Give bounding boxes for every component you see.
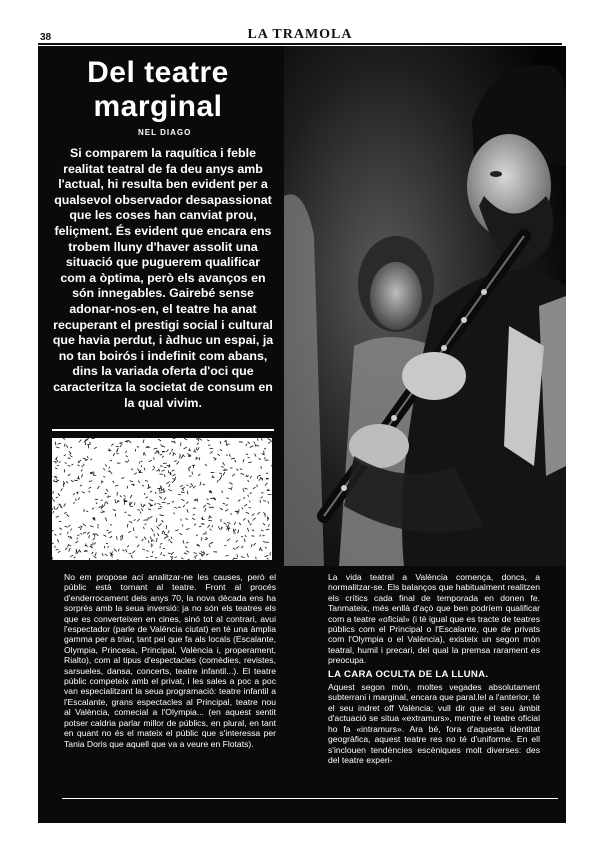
lead-paragraph: Si comparem la raquítica i feble realitat teatral de fa deu anys amb l'actual, hi resulta ben evident per a qualsevol observador desapassionat que les coses han canviat prou, feliçment. És evident que encara ens trobem lluny d'haver assolit una situació que puguerem qualificar com a òptima, però els avanços en són innegables. Gairebé sense adonar-nos-en, el teatre ha anat recuperant el prestigi social i cultural que havia perdut, i àdhuc un espai, ja no tan boirós i indefinit com abans, dins la variada oferta d'oci que caracteritza la societat de consum en la qual vivim. — [52, 146, 274, 410]
body-paragraph-1: No em propose ací analitzar-ne les causes, però el públic està tornant al teatre. Front al procés d'enderrocament dels anys 70, la nova dècada ens ha sorprès amb la seua inversió: ja no són els teatres els que es converteixen en cines, sinó tot al contrari, avui l'espectador (parle de València ciutat) en té una àmplia gamma per a triar, tant pel que fa als locals (Escalante, Olympia, Princesa, Principal, València i, properament, Rialto), com al tipus d'espectacles (comèdies, revistes, sarsueles, dansa, concerts, teatre infantil...). El teatre públic competeix amb el privat, i les sales a poc a poc van especialitzant la seua programació: teatre infantil a l'Escalante, grans espectacles al Principal, teatre nou al València, comecial a l'Olympia... (en aquest sentit potser caldria parlar millor de públics, en plural, en tant en quant no és el mateix el públic que s'interessa per Tania Doris que aquell que va a veure en Flotats). — [64, 572, 276, 749]
title-line-1: Del teatre — [87, 56, 229, 89]
article-title — [38, 56, 278, 124]
header-rule — [38, 43, 562, 45]
body-column-1 — [64, 572, 276, 749]
section-subhead: LA CARA OCULTA DE LA LLUNA. — [328, 668, 489, 680]
page-number: 38 — [40, 32, 52, 43]
confetti-pattern — [52, 438, 272, 560]
lead-rule-thick — [52, 429, 274, 431]
article-sheet — [38, 46, 566, 823]
title-line-2: marginal — [93, 90, 223, 123]
magazine-masthead: LA TRAMOLA — [247, 27, 353, 42]
author-byline: NEL DIAGO — [138, 128, 192, 137]
footer-rule — [62, 798, 558, 799]
decorative-pattern-box — [52, 438, 272, 560]
clarinet-player-photo — [284, 46, 566, 566]
body-column-2 — [328, 572, 540, 765]
body-paragraph-3: Aquest segon món, moltes vegades absolutament subterrani i marginal, encara que paral.lel a l'anterior, té el seu indret off València; vull dir que el seu àmbit d'actuació se situa «extramurs», mentre el teatre oficial ho fa «intramurs». Ara bé, fora d'aquesta identitat geogràfica, aquest teatre res no té d'uniforme. En ell s'inclouen tendències escèniques molt diverses: des del teatre experi- — [328, 682, 540, 765]
photo-illustration — [284, 46, 566, 566]
body-paragraph-2: La vida teatral a València comença, doncs, a normalitzar-se. Els balanços que habitualment realitzen els crítics cada final de temporada en donen fe. Tanmateix, més enllà d'açò que ben podríem qualificar com a teatre «oficial» (i tè igual que es tracte de teatres públics com el Principal o l'Escalante, que de privats com l'Olympia o el València), existeix un segon món teatral, humil i precari, del qual la premsa rarament es preocupa. — [328, 572, 540, 666]
